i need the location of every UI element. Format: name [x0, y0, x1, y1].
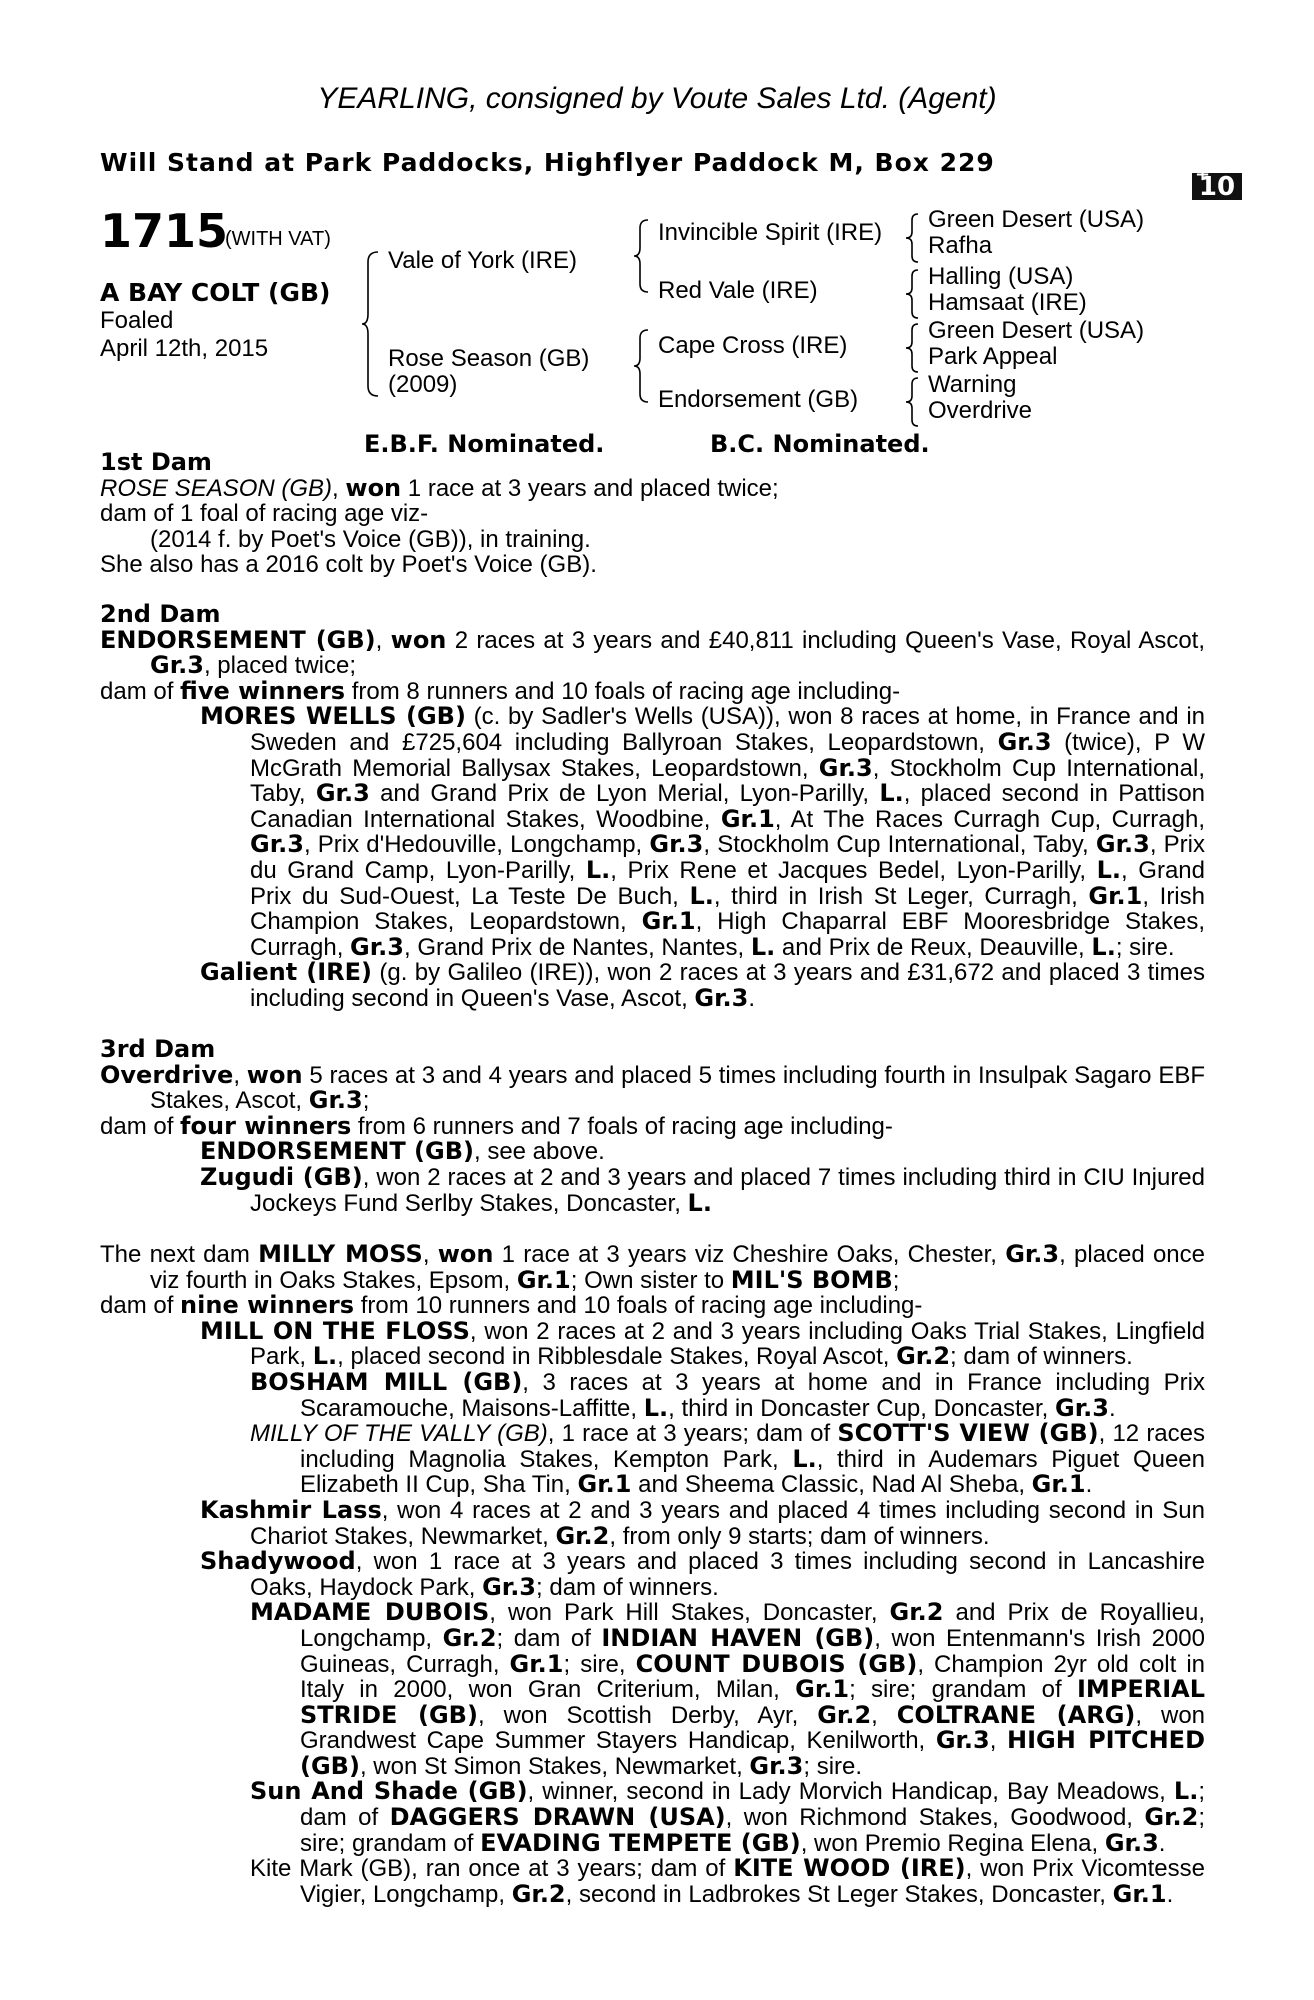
foaled-label: Foaled [100, 307, 174, 334]
pedigree-g7: Warning [928, 371, 1017, 398]
pedigree-dam: Rose Season (GB) [388, 345, 590, 372]
first-dam-produce: dam of 1 foal of racing age viz- [100, 500, 429, 528]
galient-entry: Galient (IRE) (g. by Galileo (IRE)), won 2 races at 3 years and £31,672 and placed 3 times including second in Queen's Vase, Ascot, Gr.3. [200, 958, 1205, 1012]
pedigree-bracket-g3 [906, 322, 924, 374]
first-dam-section [100, 450, 1205, 578]
next-dam-section [100, 1242, 1205, 1907]
pedigree-dam-year: (2009) [388, 371, 458, 398]
first-dam-record: ROSE SEASON (GB), won 1 race at 3 years and placed twice; [100, 473, 779, 502]
shadywood-entry: Shadywood, won 1 race at 3 years and placed 3 times including second in Lancashire Oaks, Haydock Park, Gr.3; dam of winners. [200, 1547, 1205, 1601]
pedigree-g2: Rafha [928, 232, 993, 259]
zugudi-entry: Zugudi (GB), won 2 races at 2 and 3 years and placed 7 times including third in CIU Injured Jockeys Fund Serlby Stakes, Doncaster, L. [200, 1162, 1206, 1217]
consignor-line: YEARLING, consigned by Voute Sales Ltd. (Agent) [317, 82, 997, 115]
pedigree-bracket-g2 [906, 268, 924, 320]
mores-wells-entry: MORES WELLS (GB) (c. by Sadler's Wells (USA)), won 8 races at home, in France and in Sweden and £725,604 including Ballyroan Stakes, Leopardstown, Gr.3 (twice), P W McGrath Memorial Ballysax Stakes, Leopardstown, Gr.3, Stockholm Cup International, Taby, Gr.3 and Grand Prix de Lyon Merial, Lyon-Parilly, L., placed second in Pattison Canadian International Stakes, Woodbine, Gr.1, At The Races Curragh Cup, Curragh, Gr.3, Prix d'Hedouville, Longchamp, Gr.3, Stockholm Cup International, Taby, Gr.3, Prix du Grand Camp, Lyon-Parilly, L., Prix Rene et Jacques Bedel, Lyon-Parilly, L., Grand Prix du Sud-Ouest, La Teste De Buch, L., third in Irish St Leger, Curragh, Gr.1, Irish Champion Stakes, Leopardstown, Gr.1, High Chaparral EBF Mooresbridge Stakes, Curragh, Gr.3, Grand Prix de Nantes, Nantes, L. and Prix de Reux, Deauville, L.; sire. [200, 702, 1206, 961]
third-dam-section [100, 1037, 1205, 1216]
second-dam-section [100, 602, 1205, 1012]
pedigree-sire-dam: Red Vale (IRE) [658, 277, 818, 304]
third-dam-heading: 3rd Dam [100, 1035, 216, 1063]
pedigree-sire: Vale of York (IRE) [388, 247, 577, 274]
pedigree-g6: Park Appeal [928, 343, 1058, 370]
first-dam-note: She also has a 2016 colt by Poet's Voice (GB). [100, 551, 597, 579]
pedigree-bracket-g1 [906, 212, 924, 264]
second-dam-record: ENDORSEMENT (GB), won 2 races at 3 years and £40,811 including Queen's Vase, Royal Ascot, Gr.3, placed twice; [100, 625, 1206, 680]
ebf-nominated: E.B.F. Nominated. [364, 430, 605, 458]
first-dam-heading: 1st Dam [100, 448, 212, 476]
mill-on-the-floss-entry: MILL ON THE FLOSS, won 2 races at 2 and 3 years including Oaks Trial Stakes, Lingfield Park, L., placed second in Ribblesdale Stakes, Royal Ascot, Gr.2; dam of winners. [200, 1316, 1205, 1371]
pedigree-sire-sire: Invincible Spirit (IRE) [658, 219, 883, 246]
bosham-mill-entry: BOSHAM MILL (GB), 3 races at 3 years at home and in France including Prix Scaramouche, Maisons-Laffitte, L., third in Doncaster Cup, Doncaster, Gr.3. [250, 1367, 1205, 1422]
milly-of-the-vally-entry: MILLY OF THE VALLY (GB), 1 race at 3 years; dam of SCOTT'S VIEW (GB), 12 races including Magnolia Stakes, Kempton Park, L., third in Audemars Piguet Queen Elizabeth II Cup, Sha Tin, Gr.1 and Sheema Classic, Nad Al Sheba, Gr.1. [250, 1419, 1206, 1499]
madame-dubois-entry: MADAME DUBOIS, won Park Hill Stakes, Doncaster, Gr.2 and Prix de Royallieu, Longchamp, Gr.2; dam of INDIAN HAVEN (GB), won Entenmann's Irish 2000 Guineas, Curragh, Gr.1; sire, COUNT DUBOIS (GB), Champion 2yr old colt in Italy in 2000, won Gran Criterium, Milan, Gr.1; sire; grandam of IMPERIAL STRIDE (GB), won Scottish Derby, Ayr, Gr.2, COLTRANE (ARG), won Grandwest Cape Summer Stayers Handicap, Kenilworth, Gr.3, HIGH PITCHED (GB), won St Simon Stakes, Newmarket, Gr.3; sire. [250, 1598, 1206, 1780]
next-dam-produce: dam of nine winners from 10 runners and 10 foals of racing age including- [100, 1291, 923, 1320]
lot-description: A BAY COLT (GB) [100, 278, 331, 307]
lot-number: 1715 [100, 204, 229, 258]
pedigree-bracket-sire [634, 218, 654, 298]
pedigree-dam-sire: Cape Cross (IRE) [658, 332, 848, 359]
third-dam-produce: dam of four winners from 6 runners and 7 foals of racing age including- [100, 1111, 893, 1140]
second-dam-produce: dam of five winners from 8 runners and 10 foals of racing age including- [100, 676, 901, 705]
pedigree-bracket-dam [634, 328, 654, 408]
pedigree-g1: Green Desert (USA) [928, 206, 1145, 233]
bc-nominated: B.C. Nominated. [710, 430, 930, 458]
pedigree-g8: Overdrive [928, 397, 1033, 424]
kite-mark-entry: Kite Mark (GB), ran once at 3 years; dam of KITE WOOD (IRE), won Prix Vicomtesse Vigier, Longchamp, Gr.2, second in Ladbrokes St Leger Stakes, Doncaster, Gr.1. [250, 1854, 1206, 1908]
sun-and-shade-entry: Sun And Shade (GB), winner, second in Lady Morvich Handicap, Bay Meadows, L.; dam of DAGGERS DRAWN (USA), won Richmond Stakes, Goodwood, Gr.2; sire; grandam of EVADING TEMPETE (GB), won Premio Regina Elena, Gr.3. [250, 1777, 1206, 1857]
pedigree-dam-dam: Endorsement (GB) [658, 386, 859, 413]
third-dam-record: Overdrive, won 5 races at 3 and 4 years and placed 5 times including fourth in Insulpak Sagaro EBF Stakes, Ascot, Gr.3; [100, 1060, 1205, 1115]
endorsement-entry: ENDORSEMENT (GB), see above. [200, 1137, 605, 1166]
foaled-date: April 12th, 2015 [100, 335, 269, 362]
pedigree-g3: Halling (USA) [928, 263, 1074, 290]
pedigree-bracket-g4 [906, 376, 924, 428]
pedigree-g5: Green Desert (USA) [928, 317, 1145, 344]
pedigree-bracket-main [362, 250, 382, 400]
vat-label: (WITH VAT) [225, 228, 331, 250]
kashmir-lass-entry: Kashmir Lass, won 4 races at 2 and 3 years and placed 4 times including second in Sun Chariot Stakes, Newmarket, Gr.2, from only 9 starts; dam of winners. [200, 1495, 1205, 1550]
second-dam-heading: 2nd Dam [100, 600, 221, 628]
next-dam-record: The next dam MILLY MOSS, won 1 race at 3 years viz Cheshire Oaks, Chester, Gr.3, placed once viz fourth in Oaks Stakes, Epsom, Gr.1; Own sister to MIL'S BOMB; [100, 1240, 1205, 1294]
first-dam-foal: (2014 f. by Poet's Voice (GB)), in training. [150, 525, 591, 553]
stand-location: Will Stand at Park Paddocks, Highflyer Paddock M, Box 229 [100, 148, 995, 177]
pedigree-g4: Hamsaat (IRE) [928, 289, 1087, 316]
lot-badge: + 10 [1192, 173, 1242, 200]
